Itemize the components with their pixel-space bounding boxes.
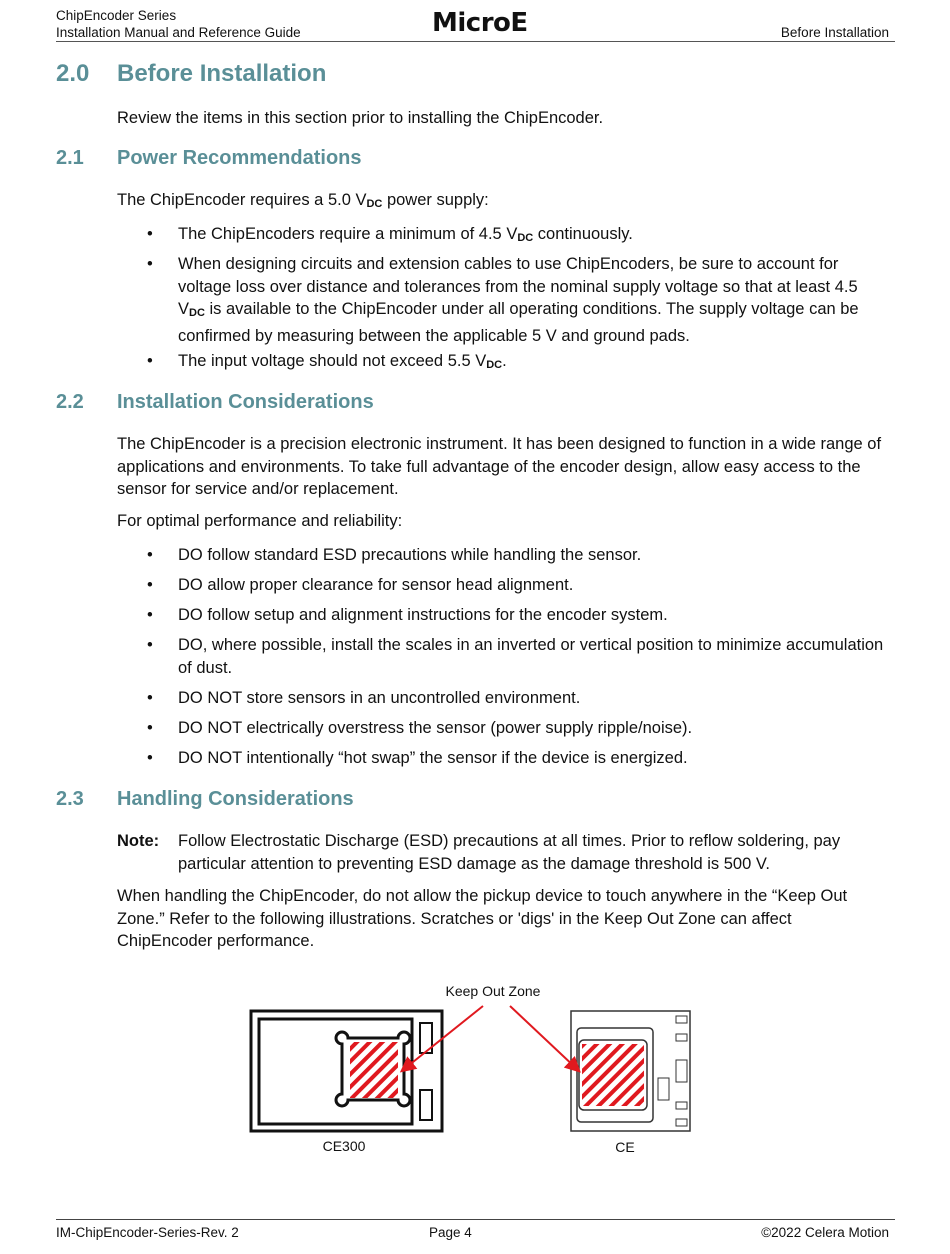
- page-header: [56, 6, 895, 42]
- page-footer: [56, 1219, 895, 1240]
- guide-name: Installation Manual and Reference Guide: [56, 25, 301, 40]
- series-name: ChipEncoder Series: [56, 8, 177, 23]
- heading-2-1: 2.1 Power Recommendations: [56, 147, 362, 169]
- microe-logo: MicroE: [432, 8, 528, 38]
- intro-paragraph: Review the items in this section prior to installing the ChipEncoder.: [117, 109, 604, 127]
- power-intro: The ChipEncoder requires a 5.0 $V_{DC}$ power supply:: [117, 191, 489, 210]
- keep-out-zone-figure: [240, 978, 710, 1158]
- heading-2-2: 2.2 Installation Considerations: [56, 391, 374, 413]
- svg-text:Keep Out Zone: Keep Out Zone: [445, 983, 541, 999]
- keep-out-paragraph: When handling the ChipEncoder, do not allow the pickup device to touch anywhere in the “Keep Out Zone.” Refer to the following illustrations. Scratches or 'digs' in the Keep Out Zone can affect ChipEncoder performance.: [117, 887, 848, 950]
- page-number: Page 4: [429, 1225, 472, 1240]
- heading-2-3: 2.3 Handling Considerations: [56, 788, 354, 810]
- svg-text:CE300: CE300: [322, 1138, 366, 1154]
- chip-diagram-icon: [240, 978, 710, 1158]
- optimal-performance-lead: For optimal performance and reliability:: [117, 512, 403, 530]
- installation-paragraph: The ChipEncoder is a precision electronic instrument. It has been designed to function in a wide range of applications and environments. To take full advantage of the encoder design, allow easy access to the sensor for service and/or replacement.: [117, 435, 882, 498]
- header-left: [56, 7, 301, 41]
- doc-id: IM-ChipEncoder-Series-Rev. 2: [56, 1225, 239, 1240]
- copyright: ©2022 Celera Motion: [761, 1225, 889, 1240]
- svg-text:CE: CE: [615, 1139, 635, 1155]
- header-section: Before Installation: [780, 25, 889, 40]
- heading-2-0: 2.0 Before Installation: [56, 60, 327, 87]
